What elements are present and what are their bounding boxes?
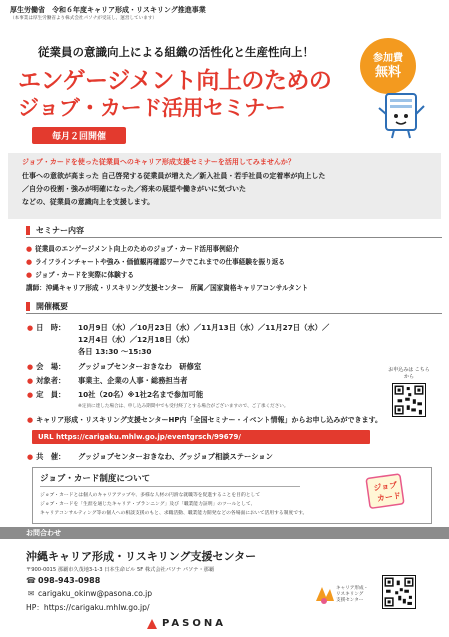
date-line1: 10月9日（水）／10月23日（水）／11月13日（水）／11月27日（水）／ <box>78 323 330 332</box>
section-rule <box>26 237 442 238</box>
bullet-icon: ● <box>27 324 34 332</box>
hp-note: ● キャリア形成・リスキリング支援センターHP内「全国セミナー・イベント情報」からお申し込みができます。 <box>27 416 382 424</box>
phone-line: ☎ 098-943-0988 <box>26 576 101 585</box>
lecturer: 講師：沖縄キャリア形成・リスキリング支援センター 所属／国家資格キャリアコンサルタント <box>26 284 309 292</box>
email-line: ✉ carigaku_okinw@pasona.co.jp <box>27 589 153 598</box>
section-rule <box>26 313 442 314</box>
hp-line[interactable]: HP：https://carigaku.mhlw.go.jp/ <box>26 603 150 612</box>
content-item: ● ジョブ・カードを実際に体験する <box>26 271 134 279</box>
capacity-note: ※定員に達した場合は、申し込み期間中でも受付終了とする場合がございますので、ご了承ください。 <box>78 404 289 409</box>
target-label: ● 対象者： <box>27 376 66 385</box>
bullet-icon: ● <box>26 271 33 279</box>
free-badge-line2: 無料 <box>374 65 401 80</box>
center-logo-text: キャリア形成・ リスキリング 支援センター <box>336 586 369 603</box>
content-item: ● 従業員のエンゲージメント向上のためのジョブ・カード活用事例紹介 <box>26 245 239 253</box>
jobcard-label-1: ジョブ <box>372 480 398 493</box>
intro-line: ／自分の役割・強みが明確になった／将来の展望や働きがいに気づいた <box>22 185 246 193</box>
phone-icon: ☎ <box>26 576 36 585</box>
bullet-icon: ● <box>27 416 34 424</box>
mail-icon: ✉ <box>27 589 35 598</box>
capacity-value: 10社（20名）※1社2名まで参加可能 <box>78 390 204 399</box>
cohost-value: グッジョブセンターおきなわ、グッジョブ相談ステーション <box>78 452 273 461</box>
system-line: ジョブ・カードとは個人のキャリアアップや、多様な人材の円滑な就職等を促進することを目的として <box>40 493 261 498</box>
date-line2: 12月4日（水）／12月18日（水） <box>78 335 194 344</box>
system-line: ジョブ・カードを「生涯を通じたキャリア・プランニング」及び「職業能力証明」のツールとして、 <box>40 502 256 507</box>
bullet-icon: ● <box>26 258 33 266</box>
monthly-badge: 毎月２回開催 <box>32 127 126 144</box>
intro-question: ジョブ・カードを使った従業員へのキャリア形成支援セミナーを活用してみませんか？ <box>22 158 295 166</box>
jobcard-system-title: ジョブ・カード制度について <box>40 474 151 484</box>
system-line: キャリアコンサルティング等の個人への相談支援のもと、求職活動、職業能力開発などの各場面において活用する制度です。 <box>40 511 308 516</box>
target-value: 事業主、企業の人事・総務担当者 <box>78 376 188 385</box>
contact-qr-code-icon[interactable] <box>382 575 416 609</box>
company-name: PASONA <box>162 618 226 629</box>
pasona-logo-icon <box>146 618 158 630</box>
lead-headline: 従業員の意識向上による組織の活性化と生産性向上！ <box>38 45 314 59</box>
section-heading-content: セミナー内容 <box>26 225 84 236</box>
free-badge <box>360 38 416 94</box>
date-label: ● 日 時： <box>27 323 66 332</box>
jobcard-illustration-icon <box>364 470 408 512</box>
intro-line: などの、従業員の意識向上を支援します。 <box>22 198 155 206</box>
content-item: ● ライフラインチャートや強み・価値観再確認ワークでこれまでの仕事経験を振り返る <box>26 258 285 266</box>
registration-url-link[interactable]: URL https://carigaku.mhlw.go.jp/eventgrsch/99679/ <box>32 430 370 444</box>
cohost-label: ● 共 催： <box>27 452 66 461</box>
capacity-label: ● 定 員： <box>27 390 66 399</box>
intro-line: 仕事への意欲が高まった 自己啓発する従業員が増えた／新入社員・若手社員の定着率が向上した <box>22 172 326 180</box>
main-title-line2: ジョブ・カード活用セミナー <box>18 96 286 120</box>
mascot-icon <box>376 88 428 140</box>
bullet-icon: ● <box>26 245 33 253</box>
section-heading-overview: 開催概要 <box>26 301 68 312</box>
apply-qr-code-icon[interactable] <box>392 383 426 417</box>
bullet-icon: ● <box>27 363 34 371</box>
date-time: 各日 13:30 ～15:30 <box>78 347 152 356</box>
contact-band <box>0 527 449 539</box>
bullet-icon: ● <box>27 453 34 461</box>
venue-label: ● 会 場： <box>27 362 66 371</box>
jobcard-label-2: カード <box>376 491 402 504</box>
bullet-icon: ● <box>27 391 34 399</box>
free-badge-line1: 参加費 <box>373 53 403 64</box>
center-name: 沖縄キャリア形成・リスキリング支援センター <box>26 550 257 563</box>
sponsor-line: 厚生労働省 令和６年度キャリア形成・リスキリング推進事業 <box>10 6 206 14</box>
apply-label: お申込みは こちらから <box>388 367 430 380</box>
system-rule <box>40 486 300 487</box>
center-address: 〒900-0015 那覇市久茂地3-1-3 日本生命ビル 5F 株式会社パソナ パソナ・那覇 <box>26 567 215 573</box>
main-title-line1: エンゲージメント向上のための <box>18 68 332 94</box>
venue-value: グッジョブセンターおきなわ 研修室 <box>78 362 202 371</box>
bullet-icon: ● <box>27 377 34 385</box>
contact-band-label: お問合わせ <box>26 529 61 537</box>
sponsor-note: （本事業は厚生労働省より株式会社パソナが受託し、運営しています） <box>10 16 158 21</box>
